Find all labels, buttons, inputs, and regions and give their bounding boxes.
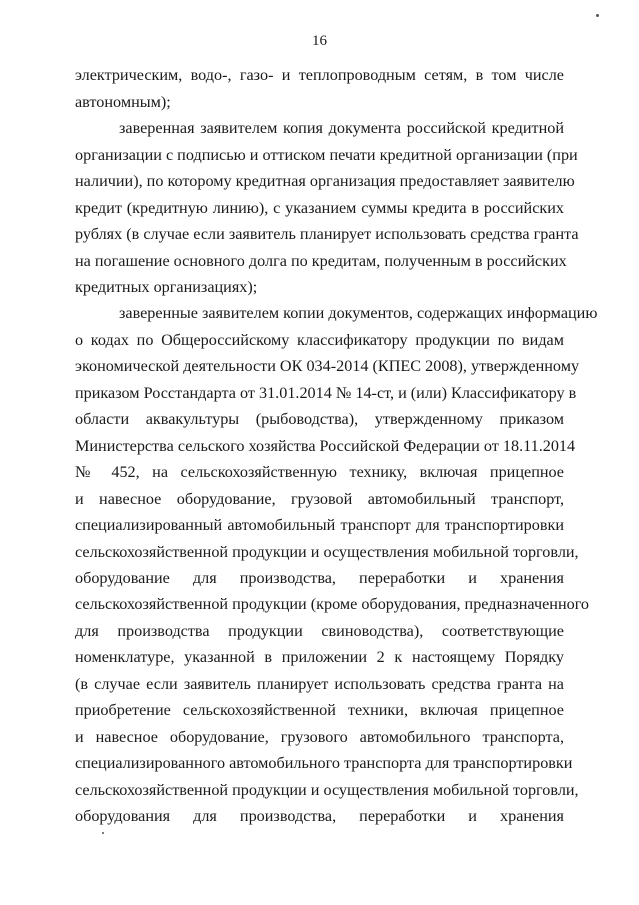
text-line: и навесное оборудование, грузового автомобильного транспорта, bbox=[75, 728, 564, 746]
text-line: (в случае если заявитель планирует использовать средства гранта на bbox=[75, 675, 564, 693]
text-line: специализированного автомобильного транспорта для транспортировки bbox=[75, 754, 573, 772]
text-line: сельскохозяйственной продукции и осуществления мобильной торговли, bbox=[75, 781, 579, 799]
text-line: области аквакультуры (рыбоводства), утвержденному приказом bbox=[75, 410, 564, 428]
scan-speck bbox=[102, 832, 104, 834]
text-line: кредитных организациях); bbox=[75, 278, 258, 296]
text-line: приказом Росстандарта от 31.01.2014 № 14-ст, и (или) Классификатору в bbox=[75, 384, 577, 402]
text-line: о кодах по Общероссийскому классификатору продукции по видам bbox=[75, 331, 564, 349]
text-line: рублях (в случае если заявитель планирует использовать средства гранта bbox=[75, 225, 579, 243]
text-line: электрическим, водо-, газо- и теплопроводным сетям, в том числе bbox=[75, 66, 564, 84]
text-line: на погашение основного долга по кредитам, полученным в российских bbox=[75, 252, 567, 270]
text-line: кредит (кредитную линию), с указанием суммы кредита в российских bbox=[75, 199, 564, 217]
text-line: сельскохозяйственной продукции (кроме оборудования, предназначенного bbox=[75, 595, 590, 613]
text-line: Министерства сельского хозяйства Российской Федерации от 18.11.2014 bbox=[75, 437, 576, 455]
text-line: специализированный автомобильный транспорт для транспортировки bbox=[75, 516, 564, 534]
text-line: сельскохозяйственной продукции и осуществления мобильной торговли, bbox=[75, 543, 579, 561]
scan-speck bbox=[596, 14, 599, 17]
text-line: оборудование для производства, переработки и хранения bbox=[75, 569, 564, 587]
text-line: оборудования для производства, переработки и хранения bbox=[75, 807, 564, 825]
text-line: номенклатуре, указанной в приложении 2 к настоящему Порядку bbox=[75, 648, 564, 666]
text-line: экономической деятельности ОК 034-2014 (КПЕС 2008), утвержденному bbox=[75, 357, 580, 375]
text-line: и навесное оборудование, грузовой автомобильный транспорт, bbox=[75, 490, 564, 508]
text-line: приобретение сельскохозяйственной техники, включая прицепное bbox=[75, 701, 564, 719]
paragraph-first-line: заверенные заявителем копии документов, содержащих информацию bbox=[119, 304, 598, 322]
text-line: № 452, на сельскохозяйственную технику, включая прицепное bbox=[75, 463, 564, 481]
text-line: организации с подписью и оттиском печати кредитной организации (при bbox=[75, 146, 578, 164]
page-number: 16 bbox=[312, 33, 327, 49]
text-line: наличии), по которому кредитная организация предоставляет заявителю bbox=[75, 172, 575, 190]
text-line: для производства продукции свиноводства), соответствующие bbox=[75, 622, 564, 640]
paragraph-first-line: заверенная заявителем копия документа российской кредитной bbox=[119, 119, 564, 137]
text-line: автономным); bbox=[75, 93, 171, 111]
